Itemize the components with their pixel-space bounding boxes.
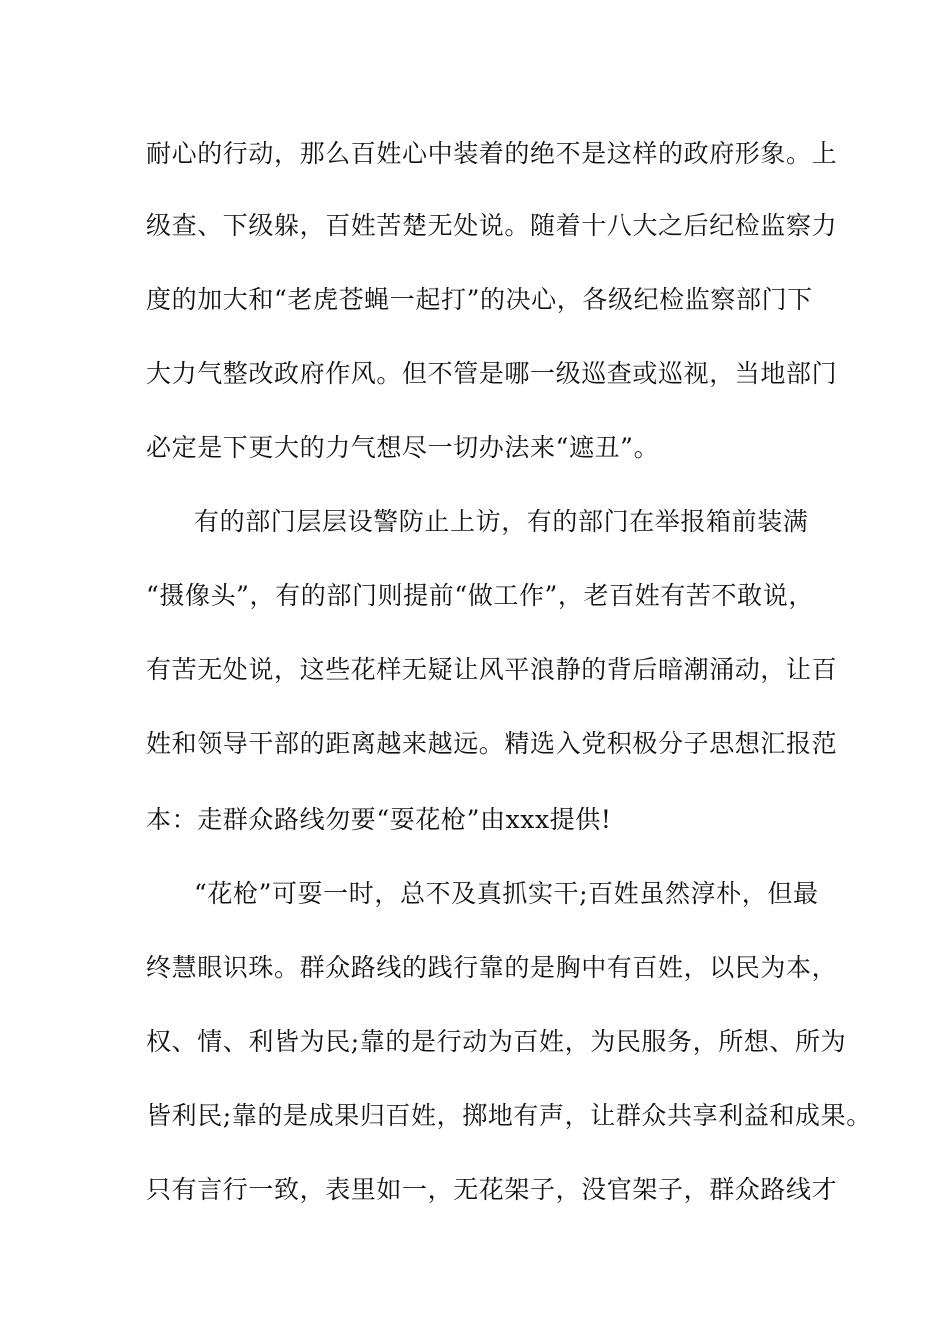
- paragraph-3-line-5: 只有言行一致，表里如一，无花架子，没官架子，群众路线才: [146, 1175, 838, 1204]
- paragraph-2-line-1: 有的部门层层设警防止上访，有的部门在举报箱前装满: [194, 507, 809, 536]
- paragraph-2-line-5: 本：走群众路线勿要“耍花枪”由xxx提供!: [146, 805, 612, 834]
- paragraph-1-line-5: 必定是下更大的力气想尽一切办法来“遮丑”。: [146, 433, 660, 462]
- paragraph-2-line-2: “摄像头”，有的部门则提前“做工作”，老百姓有苦不敢说，: [146, 581, 814, 610]
- paragraph-1-line-3: 度的加大和“老虎苍蝇一起打”的决心，各级纪检监察部门下: [146, 285, 813, 314]
- paragraph-1-line-4: 大力气整改政府作风。但不管是哪一级巡查或巡视，当地部门: [146, 359, 838, 388]
- paragraph-3-line-1: “花枪”可耍一时，总不及真抓实干;百姓虽然淳朴，但最: [194, 879, 819, 908]
- paragraph-1-line-1: 耐心的行动，那么百姓心中装着的绝不是这样的政府形象。上: [146, 139, 838, 168]
- paragraph-3-line-3: 权、情、利皆为民;靠的是行动为百姓，为民服务，所想、所为: [146, 1027, 847, 1056]
- paragraph-2-line-3: 有苦无处说，这些花样无疑让风平浪静的背后暗潮涌动，让百: [146, 655, 838, 684]
- paragraph-1-line-2: 级查、下级躲，百姓苦楚无处说。随着十八大之后纪检监察力: [146, 211, 838, 240]
- paragraph-2-line-4: 姓和领导干部的距离越来越远。精选入党积极分子思想汇报范: [146, 729, 838, 758]
- paragraph-3-line-4: 皆利民;靠的是成果归百姓，掷地有声，让群众共享利益和成果。: [146, 1101, 872, 1130]
- paragraph-3-line-2: 终慧眼识珠。群众路线的践行靠的是胸中有百姓，以民为本，: [146, 953, 838, 982]
